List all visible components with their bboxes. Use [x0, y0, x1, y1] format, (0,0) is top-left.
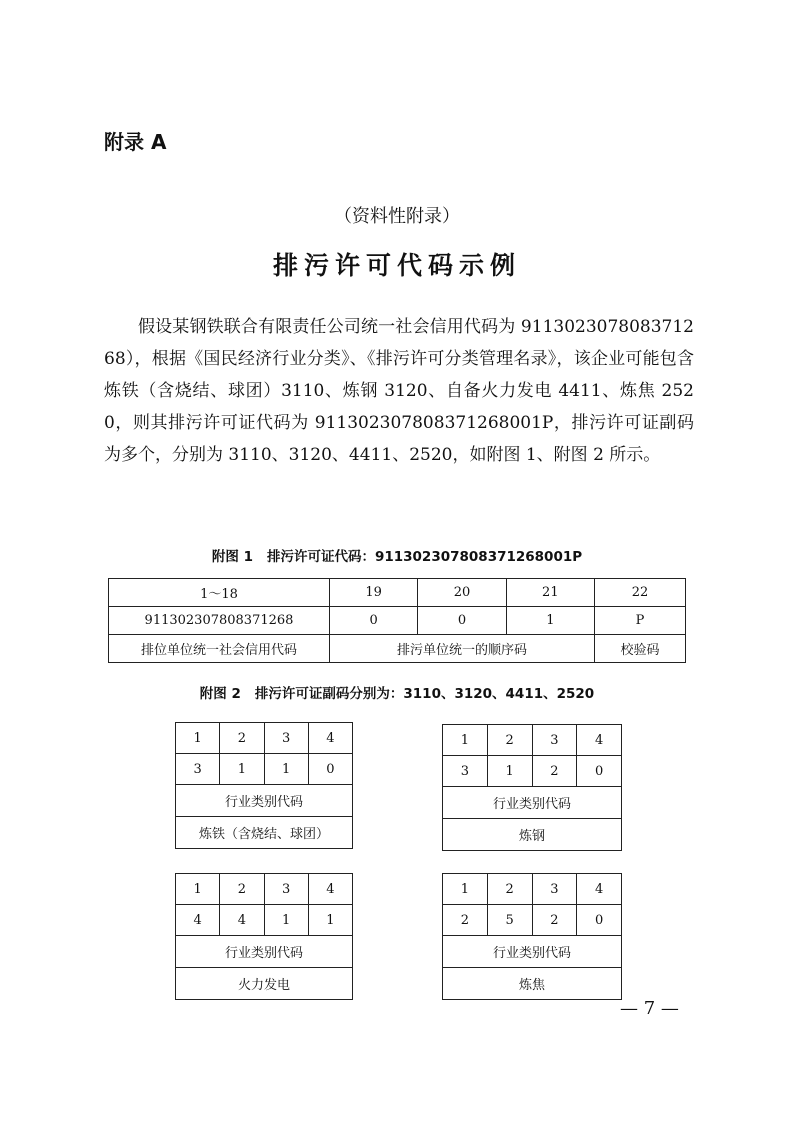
industry-code-label: 行业类别代码 — [443, 936, 622, 968]
sub-code-table-thermal-power — [175, 873, 353, 1000]
table-cell: 1～18 — [109, 579, 330, 607]
table-row — [443, 756, 622, 787]
table-row — [443, 819, 622, 851]
table-cell: 3 — [264, 723, 308, 754]
table-row — [443, 905, 622, 936]
figure2-caption-number: 附图 2 — [199, 686, 241, 702]
table-cell: 19 — [330, 579, 418, 607]
table-row — [443, 968, 622, 1000]
table-row — [176, 785, 353, 817]
table-cell: 2 — [220, 723, 264, 754]
table-cell: 3 — [443, 756, 488, 787]
table-cell: 1 — [506, 607, 594, 635]
table-cell: 4 — [577, 725, 622, 756]
table-cell: 2 — [443, 905, 488, 936]
table-row — [176, 905, 353, 936]
table-cell: 2 — [532, 756, 577, 787]
table-cell: 4 — [308, 874, 352, 905]
table-cell: 3 — [264, 874, 308, 905]
table-cell: 1 — [264, 754, 308, 785]
table-cell: 0 — [308, 754, 352, 785]
table-row — [109, 607, 686, 635]
table-cell: 3 — [176, 754, 220, 785]
table-cell: 2 — [487, 725, 532, 756]
sub-code-table-steelmaking — [442, 724, 622, 851]
table-cell: 0 — [577, 756, 622, 787]
table-cell: 4 — [176, 905, 220, 936]
table-row — [176, 874, 353, 905]
table-row — [176, 968, 353, 1000]
sub-code-table-coking — [442, 873, 622, 1000]
table-cell: 20 — [418, 579, 506, 607]
figure2-caption-text: 排污许可证副码分别为：3110、3120、4411、2520 — [254, 686, 595, 702]
table-cell: 0 — [418, 607, 506, 635]
table-row — [176, 723, 353, 754]
table-cell: 2 — [532, 905, 577, 936]
table-cell: 1 — [487, 756, 532, 787]
table-cell: 1 — [220, 754, 264, 785]
table-cell: 排污单位统一的顺序码 — [330, 635, 595, 663]
table-row — [176, 936, 353, 968]
industry-name: 炼钢 — [443, 819, 622, 851]
table-cell: 3 — [532, 725, 577, 756]
table-cell: 0 — [330, 607, 418, 635]
table-cell: 3 — [532, 874, 577, 905]
table-cell: 1 — [308, 905, 352, 936]
table-cell: 911302307808371268 — [109, 607, 330, 635]
table-cell: 4 — [220, 905, 264, 936]
table-cell: 22 — [595, 579, 686, 607]
table-row — [443, 787, 622, 819]
table-cell: 4 — [308, 723, 352, 754]
industry-code-label: 行业类别代码 — [176, 936, 353, 968]
page-number: — 7 — — [620, 998, 679, 1019]
industry-code-label: 行业类别代码 — [176, 785, 353, 817]
table-cell: 2 — [220, 874, 264, 905]
body-paragraph: 假设某钢铁联合有限责任公司统一社会信用代码为 911302307808371268），根据《国民经济行业分类》、《排污许可分类管理名录》，该企业可能包含炼铁（含烧结、球团）3110、炼钢 3120、自备火力发电 4411、炼焦 2520，则其排污许可证代码为 911302307808371268001P，排污许可证副码为多个，分别为 3110、3120、4411、2520，如附图 1、附图 2 所示。 — [104, 317, 694, 465]
table-cell: 21 — [506, 579, 594, 607]
appendix-label: 附录 A — [104, 130, 167, 154]
table-cell: 5 — [487, 905, 532, 936]
table-cell: 1 — [176, 723, 220, 754]
table-row — [443, 936, 622, 968]
figure2-caption — [0, 682, 794, 702]
table-cell: 1 — [264, 905, 308, 936]
figure1-caption-text: 排污许可证代码：911302307808371268001P — [266, 549, 583, 565]
table-cell: P — [595, 607, 686, 635]
table-cell: 0 — [577, 905, 622, 936]
document-title: 排污许可代码示例 — [272, 251, 521, 280]
table-row — [109, 579, 686, 607]
permit-code-table — [108, 578, 686, 663]
table-row — [176, 754, 353, 785]
industry-name: 炼焦 — [443, 968, 622, 1000]
table-row — [443, 725, 622, 756]
table-cell: 1 — [443, 725, 488, 756]
table-cell: 1 — [443, 874, 488, 905]
table-cell: 校验码 — [595, 635, 686, 663]
table-cell: 2 — [487, 874, 532, 905]
table-cell: 1 — [176, 874, 220, 905]
table-cell: 排位单位统一社会信用代码 — [109, 635, 330, 663]
figure1-caption — [0, 545, 794, 565]
figure1-caption-number: 附图 1 — [211, 549, 253, 565]
appendix-subtitle: （资料性附录） — [334, 206, 460, 227]
table-cell: 4 — [577, 874, 622, 905]
table-row — [109, 635, 686, 663]
industry-name: 炼铁（含烧结、球团） — [176, 817, 353, 849]
sub-code-table-ironmaking — [175, 722, 353, 849]
industry-code-label: 行业类别代码 — [443, 787, 622, 819]
table-row — [176, 817, 353, 849]
table-row — [443, 874, 622, 905]
industry-name: 火力发电 — [176, 968, 353, 1000]
